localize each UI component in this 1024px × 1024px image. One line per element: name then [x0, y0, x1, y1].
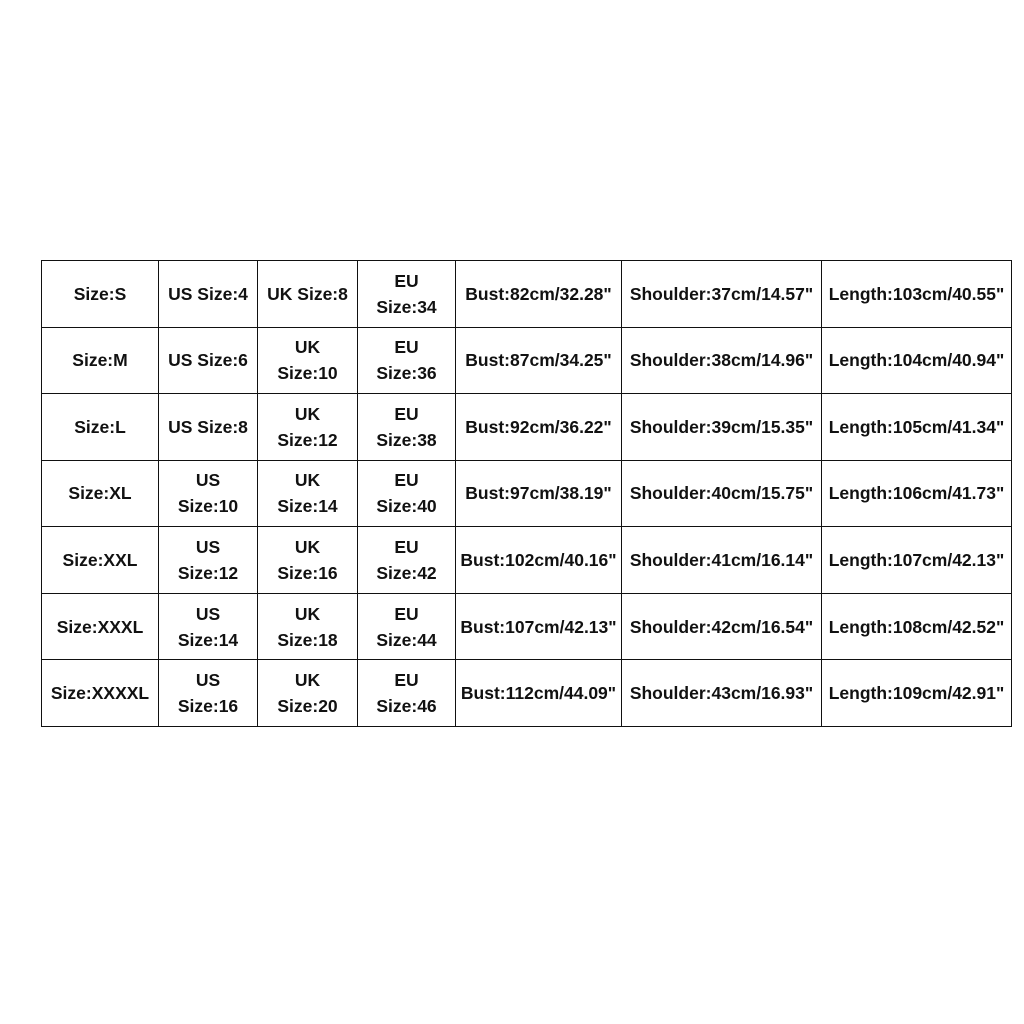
shoulder-cell: Shoulder:43cm/16.93"	[622, 660, 822, 727]
uk-size-cell	[258, 460, 358, 527]
size-row	[42, 327, 1012, 394]
us-size-cell	[159, 327, 258, 394]
eu-size-cell-line: EU	[394, 670, 419, 691]
uk-size-cell-line: UK	[294, 603, 321, 624]
size-chart-table	[41, 260, 1012, 727]
size-row	[42, 527, 1012, 594]
eu-size-cell-line: EU	[394, 470, 419, 491]
bust-cell: Bust:87cm/34.25"	[456, 327, 622, 394]
length-cell: Length:109cm/42.91"	[822, 660, 1012, 727]
eu-size-cell-line: Size:38	[376, 429, 437, 450]
uk-size-cell	[258, 527, 358, 594]
eu-size-cell-line: EU	[394, 603, 419, 624]
us-size-cell	[159, 261, 258, 328]
eu-size-cell	[358, 660, 456, 727]
uk-size-cell	[258, 261, 358, 328]
bust-cell: Bust:107cm/42.13"	[456, 593, 622, 660]
uk-size-cell-line: UK	[294, 470, 321, 491]
shoulder-cell: Shoulder:39cm/15.35"	[622, 394, 822, 461]
shoulder-cell: Shoulder:42cm/16.54"	[622, 593, 822, 660]
uk-size-cell	[258, 394, 358, 461]
us-size-cell	[159, 527, 258, 594]
eu-size-cell	[358, 593, 456, 660]
us-size-cell-line: US	[195, 670, 221, 691]
eu-size-cell-line: Size:36	[376, 363, 437, 384]
uk-size-cell-line: Size:16	[277, 563, 338, 584]
shoulder-cell: Shoulder:41cm/16.14"	[622, 527, 822, 594]
size-label-cell: Size:XXXXL	[42, 660, 159, 727]
uk-size-cell-line: UK	[294, 670, 321, 691]
uk-size-cell-line: Size:12	[277, 429, 338, 450]
eu-size-cell-line: EU	[394, 537, 419, 558]
us-size-cell-line: US	[195, 470, 221, 491]
bust-cell: Bust:112cm/44.09"	[456, 660, 622, 727]
us-size-cell-line: US	[195, 603, 221, 624]
eu-size-cell	[358, 460, 456, 527]
size-chart-body	[42, 261, 1012, 727]
us-size-cell-line: US Size:4	[168, 283, 248, 304]
uk-size-cell-line: UK	[294, 403, 321, 424]
eu-size-cell-line: EU	[394, 337, 419, 358]
uk-size-cell	[258, 593, 358, 660]
eu-size-cell-line: EU	[394, 403, 419, 424]
us-size-cell-line: US	[195, 537, 221, 558]
length-cell: Length:103cm/40.55"	[822, 261, 1012, 328]
eu-size-cell	[358, 261, 456, 328]
size-row	[42, 593, 1012, 660]
uk-size-cell-line: Size:18	[277, 629, 338, 650]
shoulder-cell: Shoulder:38cm/14.96"	[622, 327, 822, 394]
us-size-cell	[159, 593, 258, 660]
shoulder-cell: Shoulder:37cm/14.57"	[622, 261, 822, 328]
size-label-cell: Size:S	[42, 261, 159, 328]
size-label-cell: Size:XXL	[42, 527, 159, 594]
us-size-cell	[159, 394, 258, 461]
size-row	[42, 261, 1012, 328]
us-size-cell-line: Size:14	[177, 629, 239, 650]
shoulder-cell: Shoulder:40cm/15.75"	[622, 460, 822, 527]
bust-cell: Bust:92cm/36.22"	[456, 394, 622, 461]
us-size-cell	[159, 460, 258, 527]
uk-size-cell-line: UK	[294, 337, 321, 358]
size-row	[42, 660, 1012, 727]
us-size-cell-line: Size:12	[177, 563, 239, 584]
size-label-cell: Size:XL	[42, 460, 159, 527]
length-cell: Length:107cm/42.13"	[822, 527, 1012, 594]
size-label-cell: Size:M	[42, 327, 159, 394]
us-size-cell	[159, 660, 258, 727]
length-cell: Length:106cm/41.73"	[822, 460, 1012, 527]
uk-size-cell-line: UK Size:8	[267, 283, 348, 304]
size-row	[42, 460, 1012, 527]
length-cell: Length:104cm/40.94"	[822, 327, 1012, 394]
eu-size-cell-line: Size:34	[376, 296, 437, 317]
size-label-cell: Size:XXXL	[42, 593, 159, 660]
uk-size-cell-line: Size:20	[277, 696, 338, 717]
eu-size-cell-line: Size:46	[376, 696, 437, 717]
size-label-cell: Size:L	[42, 394, 159, 461]
uk-size-cell-line: UK	[294, 537, 321, 558]
eu-size-cell-line: Size:40	[376, 496, 437, 517]
eu-size-cell-line: EU	[394, 270, 419, 291]
uk-size-cell-line: Size:10	[277, 363, 338, 384]
length-cell: Length:108cm/42.52"	[822, 593, 1012, 660]
bust-cell: Bust:82cm/32.28"	[456, 261, 622, 328]
us-size-cell-line: US Size:8	[168, 416, 248, 437]
size-row	[42, 394, 1012, 461]
length-cell: Length:105cm/41.34"	[822, 394, 1012, 461]
eu-size-cell	[358, 327, 456, 394]
eu-size-cell	[358, 394, 456, 461]
us-size-cell-line: Size:16	[177, 696, 239, 717]
us-size-cell-line: Size:10	[177, 496, 239, 517]
bust-cell: Bust:97cm/38.19"	[456, 460, 622, 527]
uk-size-cell	[258, 327, 358, 394]
eu-size-cell	[358, 527, 456, 594]
eu-size-cell-line: Size:42	[376, 563, 437, 584]
bust-cell: Bust:102cm/40.16"	[456, 527, 622, 594]
uk-size-cell	[258, 660, 358, 727]
uk-size-cell-line: Size:14	[277, 496, 338, 517]
us-size-cell-line: US Size:6	[168, 350, 248, 371]
eu-size-cell-line: Size:44	[376, 629, 437, 650]
